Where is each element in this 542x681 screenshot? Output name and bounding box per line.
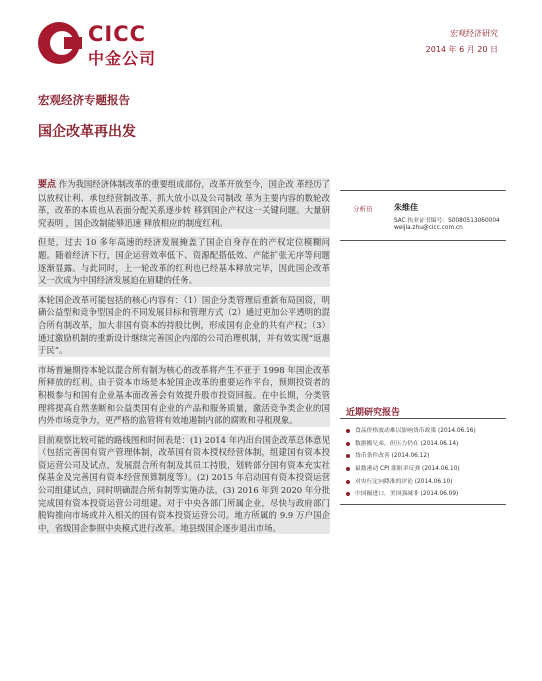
recent-report-item[interactable]: 货币条件改善 (2014.06.12) [346, 450, 506, 463]
analyst-email[interactable]: weijia.zhu@cicc.com.cn [394, 225, 463, 231]
analyst-name: 朱维佳 [394, 203, 418, 212]
body-paragraph-3: 本轮国企改革可能包括的核心内容有：（1）国企分类管理后重新布局国资，明确公益型和竞争型国企的不同发展目标和管理方式（2）通过更加公平透明的混合所有制改革，加大非国有资本的持股比例，形成国有企业的共有产权；（3）通过激励机制的重新设计继续完善国企内部的公司治理机制，并有效实现“返惠于民”。 [38, 294, 330, 356]
body-paragraph-4: 市场普遍期待本轮以混合所有制为核心的改革将产生不亚于 1998 年国企改革所释放的红利。由于资本市场是本轮国企改革的重要运作平台，预期投资者的积极参与和国有企业基本面改善会有效提升股市投资回报。在中长期，分类管理将提高自然垄断和公益类国有企业的产品和服务质量，激活竞争类企业的国内外市场竞争力，更严格的监管将有效地遏制内部的腐败和寻租现象。 [38, 364, 330, 426]
recent-reports-rule [340, 418, 506, 419]
bullet-icon [346, 492, 350, 496]
recent-reports-title: 近期研究报告 [346, 408, 401, 418]
analyst-label: 分析员 [353, 205, 373, 213]
recent-report-item[interactable]: 食品价格波动难以影响货币政策 (2014.06.16) [346, 425, 506, 438]
recent-reports-bottom-rule [340, 504, 506, 505]
recent-report-item[interactable]: 中国掘进口，美国强减非 (2014.06.09) [346, 488, 506, 501]
recent-report-item[interactable]: 数据搬兄弟，但压力仍在 (2014.06.14) [346, 438, 506, 451]
analyst-sac-number: SAC 执业证书编号：S0080513060004 [394, 218, 500, 224]
analyst-box-bottom-rule [340, 240, 506, 241]
report-series: 宏观经济研究 [450, 29, 498, 38]
recent-report-item[interactable]: 鼠数港动 CPI 涨眼率反弹 (2014.06.10) [346, 463, 506, 476]
bullet-icon [346, 454, 350, 458]
bullet-icon [346, 467, 350, 471]
summary-key: 要点 [38, 180, 57, 190]
bullet-icon [346, 480, 350, 484]
logo-text-en: CICC [88, 22, 147, 46]
bullet-icon [346, 429, 350, 433]
summary-text: 作为我国经济体制改革的重要组成部份，改革开放至今，国企改 革经历了以放权让利、承包经营制改革、抓大放小以及公司制改 革为主要内容的数轮改革，改革的本质也从表面分配关系逐步转 移到国企产权这一关键问题。大量研究表明 ，国企改制能够迅速 释放相应的制度红利。 [38, 179, 330, 228]
body-column [38, 178, 330, 541]
logo-text-cn: 中金公司 [88, 49, 157, 68]
cicc-logo-mark [38, 22, 80, 64]
report-type: 宏观经济专题报告 [38, 93, 130, 107]
analyst-box-top-rule [340, 190, 506, 191]
body-paragraph-5: 目前观察比较可能的路线图和时间表是：(1) 2014 年内出台国企改革总体意见（包括完善国有资产管理体制，改革国有资本授权经营体制，组建国有资本投资运营公司及试点，发展混合所有制及其员工持股，划转部分国有资本充实社保基金及完善国有资本经营预算制度等）。(2) 2015 年启动国有资本投资运营公司组建试点，同时明确混合所有制等实施办法。(3) 2016 年到 2020 年分批完成国有资本投资运营公司组建。对于中央各部门所属企业，尽快与政府部门脱钩推向市场或并入相关的国有资本投资运营公司。地方所属的 9.9 万户国企中，省级国企参照中央模式进行改革。地县级国企逐步退出市场。 [38, 434, 330, 533]
report-date: 2014 年 6 月 20 日 [425, 45, 498, 54]
recent-reports-list [346, 425, 506, 501]
report-title: 国企改革再出发 [38, 124, 136, 140]
bullet-icon [346, 442, 350, 446]
summary-paragraph [38, 178, 330, 229]
body-paragraph-2: 但是，过去 10 多年高速的经济发展掩盖了国企自身存在的产权定位模糊问题。随着经济下行，国企运营效率低下、资源配搭低效、产能扩张无序等问题逐渐显露。与此同时，上一轮改革的红利也已经基本释放完毕，因此国企改革又一次成为中国经济发展迫在眉睫的任务。 [38, 237, 330, 286]
recent-report-item[interactable]: 对央行定向降准的评论 (2014.06.10) [346, 476, 506, 489]
